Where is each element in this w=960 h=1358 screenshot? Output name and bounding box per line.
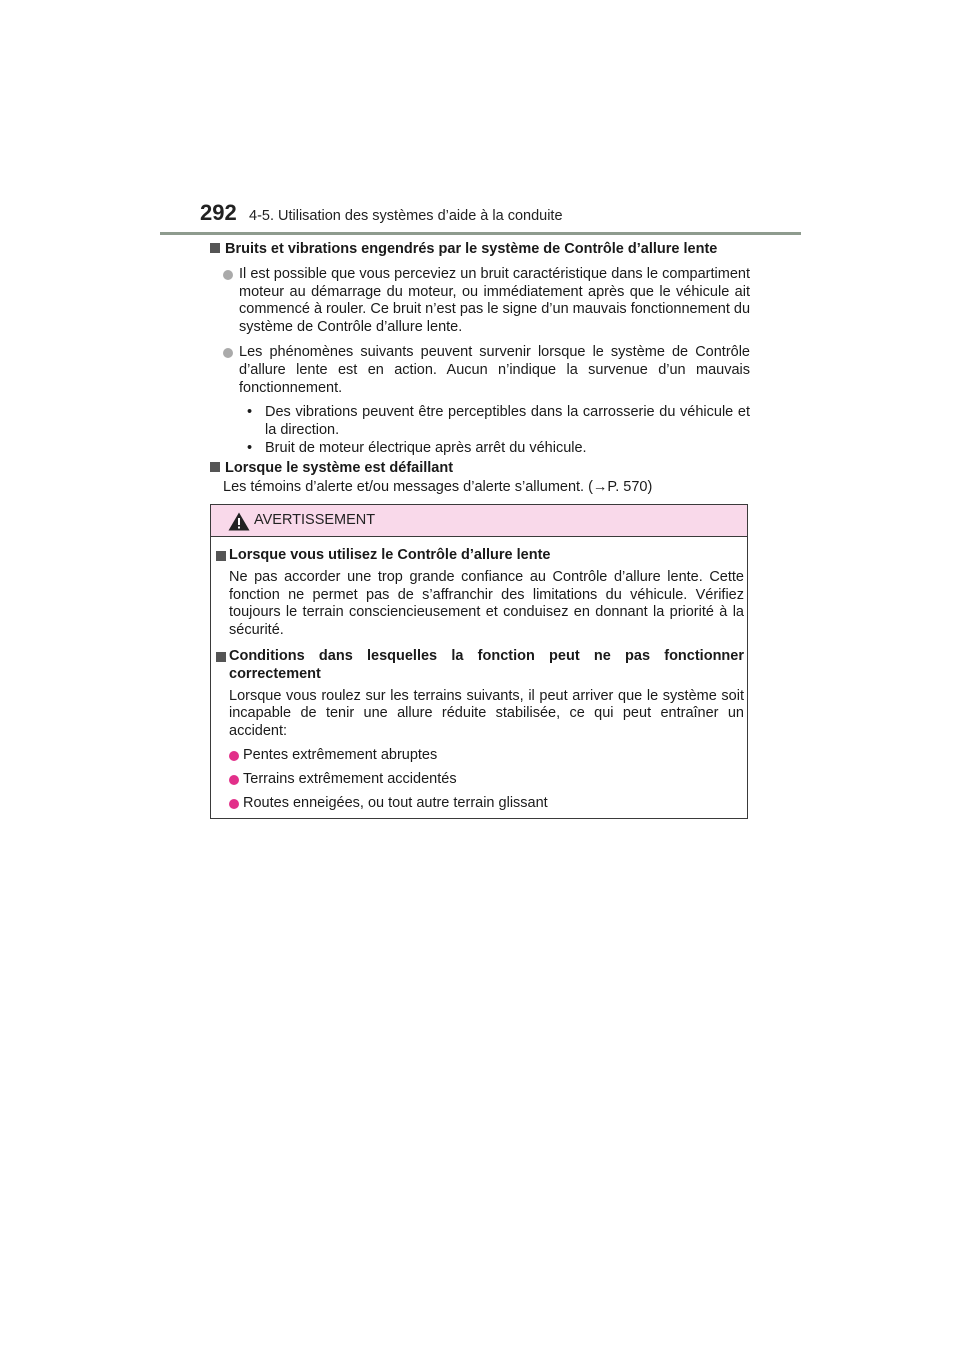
circle-bullet-icon [229, 751, 239, 761]
square-bullet-icon [216, 652, 226, 662]
square-bullet-icon [210, 462, 220, 472]
warning-list-item [229, 795, 744, 813]
warning-list-item-text: Pentes extrêmement abruptes [243, 746, 438, 763]
section-heading-text: Lorsque le système est défaillant [225, 459, 454, 476]
section-heading-text: Bruits et vibrations engendrés par le système de Contrôle d’allure lente [225, 241, 718, 257]
square-bullet-icon [210, 243, 220, 253]
list-item-text: Les phénomènes suivants peuvent survenir lorsque le système de Contrôle d’allure lente est en action. Aucun n’indique la survenue d’un mauvais fonctionnement. [239, 343, 750, 396]
main-content [210, 241, 750, 496]
list-item [223, 344, 750, 397]
list-item [223, 266, 750, 337]
sub-list-item [239, 440, 750, 458]
sub-list-item-text: Des vibrations peuvent être perceptibles dans la carrosserie du véhicule et la direction. [265, 404, 750, 439]
warning-list-item-text: Routes enneigées, ou tout autre terrain glissant [243, 794, 548, 811]
warning-heading [216, 648, 744, 684]
section-text: Les témoins d’alerte et/ou messages d’alerte s’allument. (→P. 570) [223, 478, 653, 495]
warning-text: Lorsque vous roulez sur les terrains suivants, il peut arriver que le système soit incapable de tenir une allure réduite stabilisée, ce qui peut entraîner un accident: [229, 687, 744, 740]
page-number: 292 [200, 200, 237, 225]
warning-header [211, 505, 747, 537]
circle-bullet-icon [223, 348, 233, 358]
dot-bullet-icon: • [247, 439, 253, 456]
header-rule [160, 232, 801, 235]
warning-body [216, 547, 744, 812]
dot-bullet-icon: • [247, 404, 253, 421]
warning-triangle-icon [228, 512, 250, 531]
circle-bullet-icon [229, 775, 239, 785]
chapter-title: 4-5. Utilisation des systèmes d’aide à la conduite [249, 208, 563, 224]
warning-heading-text: Lorsque vous utilisez le Contrôle d’allure lente [229, 547, 551, 563]
warning-text: Ne pas accorder une trop grande confiance au Contrôle d’allure lente. Cette fonction ne permet pas de s’affranchir des limitations du véhicule. Vérifiez toujours le terrain consciencieusement et conduisez en donnant la priorité à la sécurité. [229, 568, 744, 639]
warning-heading-text: Conditions dans lesquelles la fonction peut ne pas fonctionner correctement [229, 647, 744, 682]
section-heading [210, 241, 750, 259]
sub-list-item [239, 404, 750, 440]
circle-bullet-icon [223, 270, 233, 280]
sub-list-item-text: Bruit de moteur électrique après arrêt du véhicule. [265, 439, 587, 456]
warning-heading [216, 547, 744, 565]
warning-list-item-text: Terrains extrêmement accidentés [243, 770, 457, 787]
warning-list-item [229, 771, 744, 789]
square-bullet-icon [216, 551, 226, 561]
list-item-text: Il est possible que vous perceviez un bruit caractéristique dans le compartiment moteur au démarrage du moteur, ou immédiatement après que le véhicule ait commencé à rouler. Ce bruit n’est pas le signe d’un mauvais fonctionnement du système de Contrôle d’allure lente. [239, 265, 751, 336]
warning-box [210, 504, 748, 819]
page-header [0, 0, 960, 240]
warning-title: AVERTISSEMENT [254, 512, 376, 528]
section-heading [210, 460, 750, 478]
warning-list-item [229, 747, 744, 765]
circle-bullet-icon [229, 799, 239, 809]
